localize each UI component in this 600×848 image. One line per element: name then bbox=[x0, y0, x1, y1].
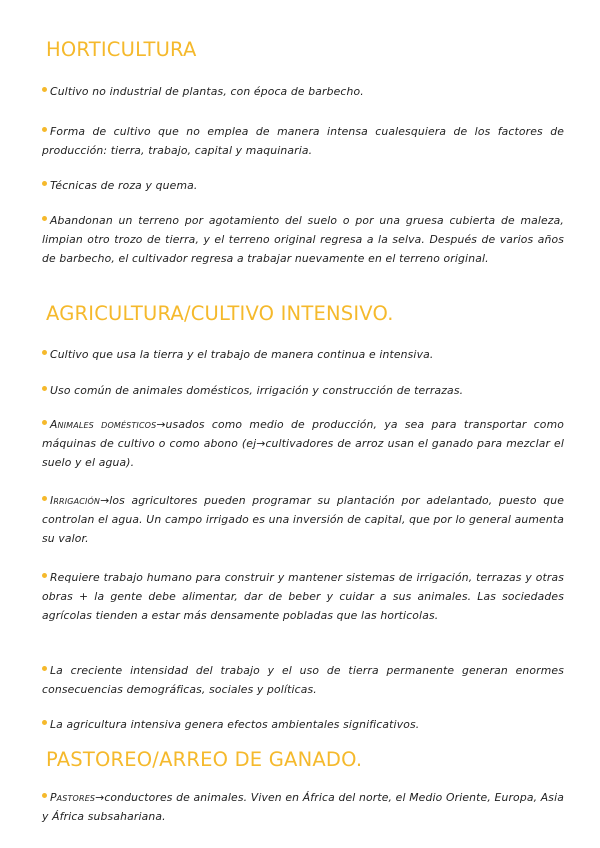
list-item bbox=[42, 568, 564, 625]
list-item bbox=[42, 491, 564, 548]
list-item bbox=[42, 82, 564, 101]
item-term: Irrigación bbox=[50, 494, 101, 507]
item-text: La agricultura intensiva genera efectos ambientales significativos. bbox=[50, 718, 420, 731]
item-text: →los agricultores pueden programar su plantación por adelantado, puesto que controlan el agua. Un campo irrigado es una inversión de capital, que por lo general aumenta su valor. bbox=[42, 494, 564, 545]
list-item bbox=[42, 788, 564, 826]
list-item bbox=[42, 211, 564, 268]
item-term: Animales domésticos bbox=[50, 418, 157, 431]
item-text: Cultivo que usa la tierra y el trabajo de manera continua e intensiva. bbox=[50, 348, 434, 361]
item-text: Uso común de animales domésticos, irrigación y construcción de terrazas. bbox=[50, 384, 464, 397]
bullet-icon bbox=[42, 666, 47, 671]
bullet-icon bbox=[42, 496, 47, 501]
item-term: Pastores bbox=[50, 791, 96, 804]
bullet-icon bbox=[42, 420, 47, 425]
list-item bbox=[42, 176, 564, 195]
list-item bbox=[42, 415, 564, 472]
bullet-icon bbox=[42, 181, 47, 186]
list-item bbox=[42, 381, 564, 400]
bullet-icon bbox=[42, 386, 47, 391]
bullet-icon bbox=[42, 350, 47, 355]
item-text: →usados como medio de producción, ya sea para transportar como máquinas de cultivo o como abono (ej→cultivadores de arroz usan el ganado para mezclar el suelo y el agua). bbox=[42, 418, 564, 469]
section-heading-agricultura: AGRICULTURA/CULTIVO INTENSIVO. bbox=[46, 302, 394, 325]
bullet-icon bbox=[42, 720, 47, 725]
item-text: Técnicas de roza y quema. bbox=[50, 179, 198, 192]
section-heading-horticultura: HORTICULTURA bbox=[46, 38, 197, 61]
bullet-icon bbox=[42, 87, 47, 92]
section-heading-pastoreo: PASTOREO/ARREO DE GANADO. bbox=[46, 748, 363, 771]
list-item bbox=[42, 345, 564, 364]
item-text: La creciente intensidad del trabajo y el uso de tierra permanente generan enormes consecuencias demográficas, sociales y políticas. bbox=[42, 664, 564, 696]
list-item bbox=[42, 122, 564, 160]
item-text: →conductores de animales. Viven en África del norte, el Medio Oriente, Europa, Asia y África subsahariana. bbox=[42, 791, 564, 823]
bullet-icon bbox=[42, 793, 47, 798]
item-text: Requiere trabajo humano para construir y mantener sistemas de irrigación, terrazas y otras obras + la gente debe alimentar, dar de beber y cuidar a sus animales. Las sociedades agrícolas tienden a estar más densamente pobladas que las horticolas. bbox=[42, 571, 564, 622]
list-item bbox=[42, 661, 564, 699]
item-text: Forma de cultivo que no emplea de manera intensa cualesquiera de los factores de producción: tierra, trabajo, capital y maquinaria. bbox=[42, 125, 564, 157]
list-item bbox=[42, 715, 564, 734]
bullet-icon bbox=[42, 127, 47, 132]
bullet-icon bbox=[42, 573, 47, 578]
bullet-icon bbox=[42, 216, 47, 221]
item-text: Abandonan un terreno por agotamiento del suelo o por una gruesa cubierta de maleza, limpian otro trozo de tierra, y el terreno original regresa a la selva. Después de varios años de barbecho, el cultivador regresa a trabajar nuevamente en el terreno original. bbox=[42, 214, 564, 265]
item-text: Cultivo no industrial de plantas, con época de barbecho. bbox=[50, 85, 364, 98]
